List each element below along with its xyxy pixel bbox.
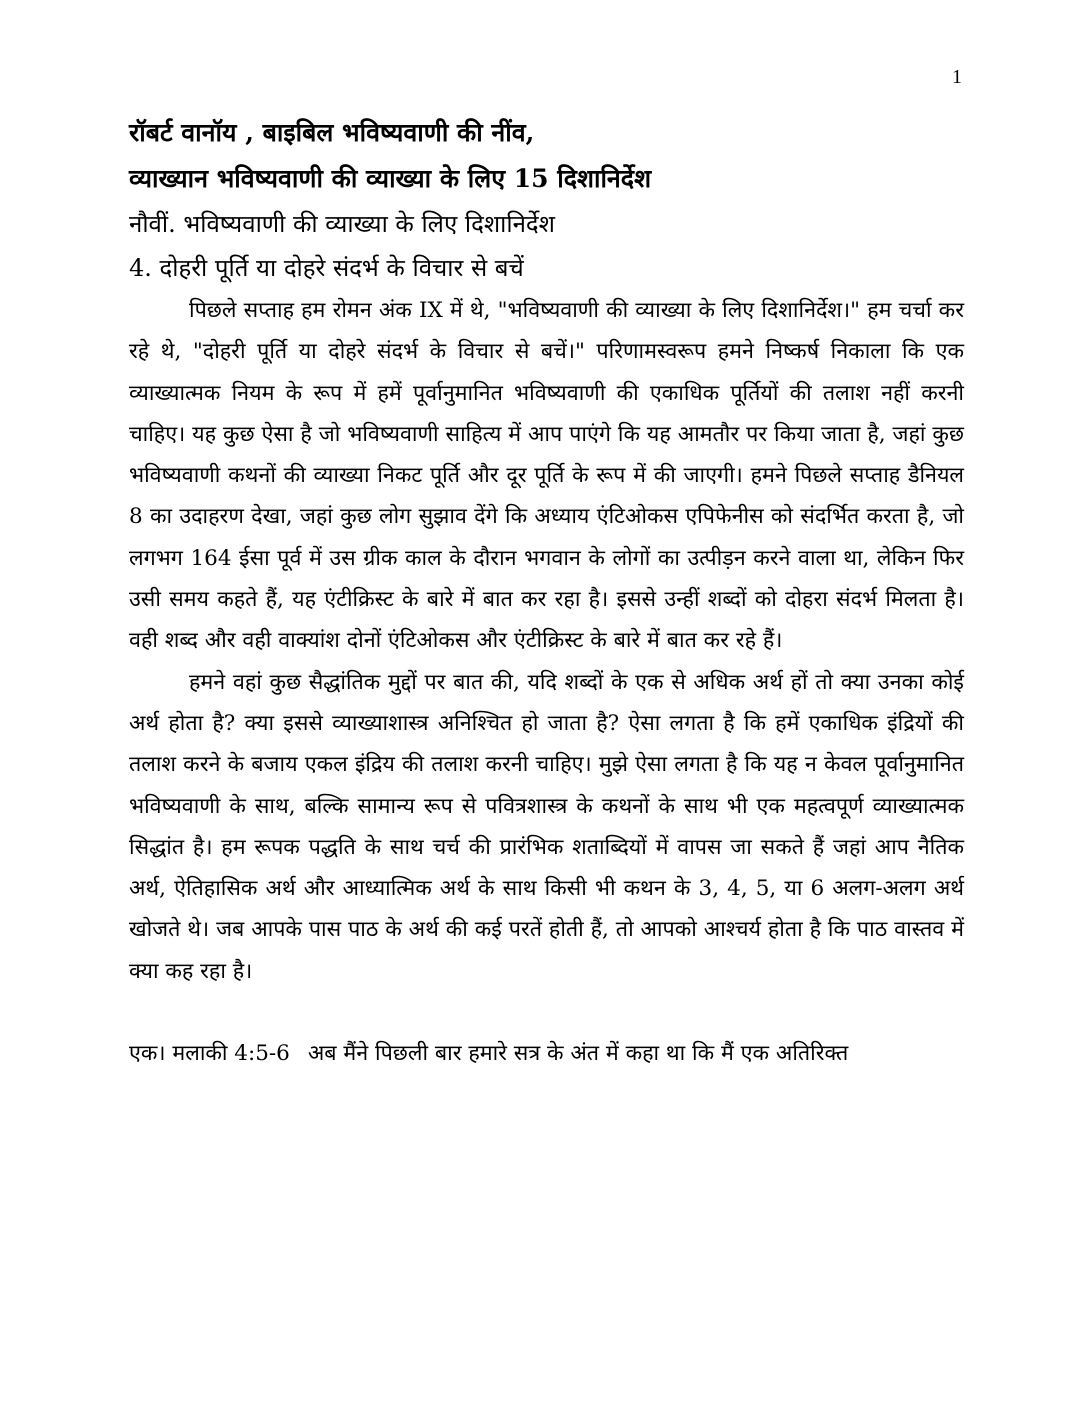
page-number: 1	[952, 66, 962, 88]
next-section-text: अब मैंने पिछली बार हमारे सत्र के अंत में कहा था कि मैं एक अतिरिक्त	[307, 1041, 849, 1067]
next-section-line	[129, 1034, 964, 1074]
scripture-reference: एक। मलाकी 4:5-6	[129, 1041, 290, 1067]
document-title-line-2: व्याख्यान भविष्यवाणी की व्याख्या के लिए 15 दिशानिर्देश	[129, 164, 652, 193]
subsection-heading: 4. दोहरी पूर्ति या दोहरे संदर्भ के विचार से बचें	[129, 254, 524, 282]
section-heading: नौवीं. भविष्यवाणी की व्याख्या के लिए दिशानिर्देश	[129, 210, 555, 238]
paragraph-1: पिछले सप्ताह हम रोमन अंक IX में थे, "भविष्यवाणी की व्याख्या के लिए दिशानिर्देश।" हम चर्चा कर रहे थे, "दोहरी पूर्ति या दोहरे संदर्भ के विचार से बचें।" परिणामस्वरूप हमने निष्कर्ष निकाला कि एक व्याख्यात्मक नियम के रूप में हमें पूर्वानुमानित भविष्यवाणी की एकाधिक पूर्तियों की तलाश नहीं करनी चाहिए। यह कुछ ऐसा है जो भविष्यवाणी साहित्य में आप पाएंगे कि यह आमतौर पर किया जाता है, जहां कुछ भविष्यवाणी कथनों की व्याख्या निकट पूर्ति और दूर पूर्ति के रूप में की जाएगी। हमने पिछले सप्ताह डैनियल 8 का उदाहरण देखा, जहां कुछ लोग सुझाव देंगे कि अध्याय एंटिओकस एपिफेनीस को संदर्भित करता है, जो लगभग 164 ईसा पूर्व में उस ग्रीक काल के दौरान भगवान के लोगों का उत्पीड़न करने वाला था, लेकिन फिर उसी समय कहते हैं, यह एंटीक्रिस्ट के बारे में बात कर रहा है। इससे उन्हीं शब्दों को दोहरा संदर्भ मिलता है। वही शब्द और वही वाक्यांश दोनों एंटिओकस और एंटीक्रिस्ट के बारे में बात कर रहे हैं।	[129, 298, 964, 654]
document-body	[129, 110, 964, 1074]
paragraph-2: हमने वहां कुछ सैद्धांतिक मुद्दों पर बात की, यदि शब्दों के एक से अधिक अर्थ हों तो क्या उनका कोई अर्थ होता है? क्या इससे व्याख्याशास्त्र अनिश्चित हो जाता है? ऐसा लगता है कि हमें एकाधिक इंद्रियों की तलाश करने के बजाय एकल इंद्रिय की तलाश करनी चाहिए। मुझे ऐसा लगता है कि यह न केवल पूर्वानुमानित भविष्यवाणी के साथ, बल्कि सामान्य रूप से पवित्रशास्त्र के कथनों के साथ भी एक महत्वपूर्ण व्याख्यात्मक सिद्धांत है। हम रूपक पद्धति के साथ चर्च की प्रारंभिक शताब्दियों में वापस जा सकते हैं जहां आप नैतिक अर्थ, ऐतिहासिक अर्थ और आध्यात्मिक अर्थ के साथ किसी भी कथन के 3, 4, 5, या 6 अलग-अलग अर्थ खोजते थे। जब आपके पास पाठ के अर्थ की कई परतें होती हैं, तो आपको आश्चर्य होता है कि पाठ वास्तव में क्या कह रहा है।	[129, 669, 964, 984]
document-title-line-1: रॉबर्ट वानॉय , बाइबिल भविष्यवाणी की नींव,	[129, 118, 535, 147]
